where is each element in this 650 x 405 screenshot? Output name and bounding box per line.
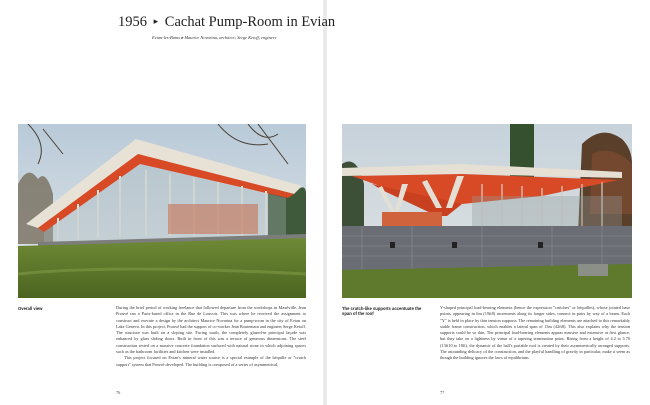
page-subtitle: Evian-les-Bains ▸ Maurice Novarina, architect; Serge Ketoff, engineer (152, 35, 277, 40)
title-text: Cachat Pump-Room in Evian (164, 14, 336, 30)
title-arrow-icon: ▸ (153, 16, 159, 26)
crutch-supports-photo (342, 124, 632, 298)
book-gutter (323, 0, 327, 405)
page-number-right: 77 (440, 390, 445, 395)
title-year: 1956 (118, 14, 147, 30)
overall-view-illustration (18, 124, 306, 298)
right-caption: The crutch-like supports accentuate the span of the roof (342, 306, 422, 317)
left-caption: Overall view (18, 306, 43, 311)
left-body-text (116, 305, 306, 368)
body-paragraph: This project focused on Evian's mineral water source is a special example of the béquille or "crutch support" system that Prouvé developed. The building is composed of a series of asymmetrical, (116, 355, 306, 367)
body-paragraph: During the brief period of working freelance that followed departure from the workshops in Maxéville, Jean Prouvé ran a Paris-based office in the Rue de Louvois. This was where he received the assignment to construct and execute a design by the architect Maurice Novarina for a pump-room in the city of Evian on Lake Geneva. In this project, Prouvé had the support of co-worker Jean Boutemain and engineer Serge Ketoff. The structure was built on a sloping site. Facing south, the completely glazed-in principal façade was enhanced by glass sliding doors. Built in front of this was a terrace of generous dimensions. The steel construction rested on a massive concrete foundation surfaced with natural stone in which adjoining spaces such as the bathroom facilities and kitchen were installed. (116, 305, 306, 355)
body-paragraph: Y-shaped principal load-bearing elements (hence the expression "crutches" or béquilles), whose jointed base points, appearing in 6m (19ft8) increments along its longer sides, connect in pairs by way of a beam. Each "Y" is held in place by thin tension supports. The remaining building elements are attached to this remarkably stable frame construction, which enables a lateral span of 13m (42ft8). This also explains why the tension supports could be so thin. The principal load-bearing elements appear massive and extensive at first glance, but they take on a lightness by virtue of a tapering termination point. Rising from a height of 4.2 to 5.70 (13ft10 to 18ft), the dynamic of the hall's portable roof is created by their asymmetrically arranged supports. The astounding delicacy of the construction, and the playful handling of gravity in particular, make it seem as though the building ignores the laws of equilibrium. (440, 305, 630, 361)
overall-view-photo (18, 124, 306, 298)
page-title (118, 14, 335, 31)
crutch-supports-illustration (342, 124, 632, 298)
right-body-text (440, 305, 630, 362)
page-number-left: 76 (116, 390, 121, 395)
